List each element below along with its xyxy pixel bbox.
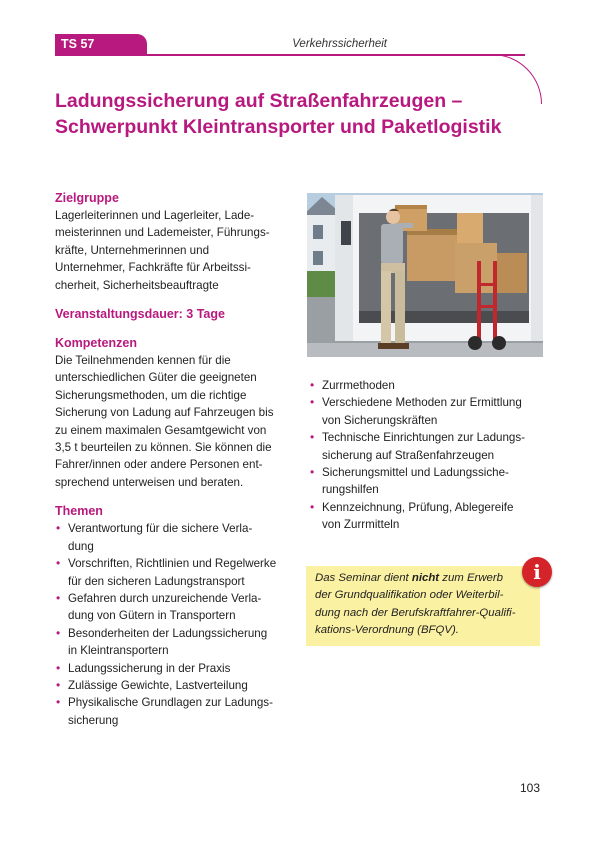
list-item-line: Zurrmethoden xyxy=(322,379,395,392)
page-number: 103 xyxy=(519,781,540,795)
list-item-line: dung von Gütern in Transportern xyxy=(68,609,236,623)
list-item-line: Zulässige Gewichte, Lastverteilung xyxy=(68,678,248,692)
info-emphasis: nicht xyxy=(411,572,440,584)
list-item-line: von Zurrmitteln xyxy=(322,518,400,532)
list-item-line: in Kleintransportern xyxy=(68,644,169,658)
info-line-1 xyxy=(315,572,503,584)
kompetenzen-line: Fahrer/innen oder andere Personen ent- xyxy=(55,458,263,472)
title-line-1: Ladungssicherung auf Straßenfahrzeugen – xyxy=(55,90,463,112)
zielgruppe-heading: Zielgruppe xyxy=(55,191,119,205)
list-item-line: Kennzeichnung, Prüfung, Ablegereife xyxy=(322,500,514,514)
list-item-line: dung xyxy=(68,539,94,553)
themen-list-continued xyxy=(309,377,545,534)
course-code: TS 57 xyxy=(61,37,95,51)
list-item-line: Ladungssicherung in der Praxis xyxy=(68,661,231,675)
kompetenzen-heading: Kompetenzen xyxy=(55,336,137,351)
list-item xyxy=(55,694,290,729)
list-item xyxy=(55,520,290,555)
list-item-line: Vorschriften, Richtlinien und Regelwerke xyxy=(68,557,277,571)
list-item xyxy=(309,394,545,429)
right-column xyxy=(309,377,545,534)
kompetenzen-line: 3,5 t beurteilen zu können. Sie können die xyxy=(55,441,272,455)
kompetenzen-line: Die Teilnehmenden kennen für die xyxy=(55,354,231,368)
list-item xyxy=(309,377,545,394)
info-line: dung nach der Berufskraftfahrer-Qualifi- xyxy=(315,606,516,619)
list-item xyxy=(55,590,290,625)
list-item-line: sicherung xyxy=(68,713,119,727)
info-line: kations-Verordnung (BFQV). xyxy=(315,624,459,637)
list-item-line: Sicherungsmittel und Ladungssiche- xyxy=(322,466,509,480)
kompetenzen-text xyxy=(55,352,290,491)
list-item xyxy=(309,499,545,534)
title-line-2: Schwerpunkt Kleintransporter und Paketlogistik xyxy=(55,116,502,138)
list-item-line: von Sicherungskräften xyxy=(322,413,438,427)
list-item xyxy=(309,464,545,499)
list-item xyxy=(309,429,545,464)
themen-heading: Themen xyxy=(55,504,103,519)
info-icon: i xyxy=(522,557,552,587)
list-item-line: Besonderheiten der Ladungssicherung xyxy=(68,626,268,640)
list-item-line: Verschiedene Methoden zur Ermittlung xyxy=(322,396,522,410)
list-item-line: Verantwortung für die sichere Verla- xyxy=(68,522,253,536)
list-item-line: Physikalische Grundlagen zur Ladungs- xyxy=(68,696,273,710)
list-item xyxy=(55,677,290,694)
header-rule xyxy=(55,54,525,56)
themen-list xyxy=(55,520,290,729)
list-item xyxy=(55,625,290,660)
list-item-line: rungshilfen xyxy=(322,483,379,497)
kompetenzen-line: Sicherung von Ladung auf Fahrzeugen bis xyxy=(55,406,274,420)
section-category: Verkehrssicherheit xyxy=(292,38,387,50)
zielgruppe-line: meisterinnen und Lademeister, Führungs- xyxy=(55,226,270,240)
zielgruppe-line: cherheit, Sicherheitsbeauftragte xyxy=(55,278,219,292)
zielgruppe-line: kräfte, Unternehmerinnen und xyxy=(55,243,210,257)
list-item xyxy=(55,660,290,677)
list-item-line: Technische Einrichtungen zur Ladungs- xyxy=(322,431,526,445)
kompetenzen-line: unterschiedlichen Güter die geeigneten xyxy=(55,371,257,385)
kompetenzen-line: Sicherungsmethoden, um die richtige xyxy=(55,388,247,402)
list-item-line: Gefahren durch unzureichende Verla- xyxy=(68,591,262,605)
list-item-line: sicherung auf Straßenfahrzeugen xyxy=(322,448,495,462)
info-line: der Grundqualifikation oder Weiterbil- xyxy=(315,589,504,602)
list-item-line: für den sicheren Ladungstransport xyxy=(68,574,245,588)
zielgruppe-line: Lagerleiterinnen und Lagerleiter, Lade- xyxy=(55,209,255,222)
course-code-tag xyxy=(55,34,147,55)
zielgruppe-line: Unternehmer, Fachkräfte für Arbeitssi- xyxy=(55,261,251,275)
list-item xyxy=(55,555,290,590)
left-column xyxy=(55,190,290,729)
info-text-part: zum Erwerb xyxy=(439,572,504,584)
delivery-van-photo xyxy=(307,193,543,357)
kompetenzen-line: zu einem maximalen Gesamtgewicht von xyxy=(55,423,267,437)
zielgruppe-text xyxy=(55,207,290,294)
kompetenzen-line: sprechend unterweisen und beraten. xyxy=(55,475,244,489)
info-text-part: Das Seminar dient xyxy=(315,572,412,584)
page-title xyxy=(55,88,545,140)
info-text xyxy=(315,570,539,640)
dauer-heading: Veranstaltungsdauer: 3 Tage xyxy=(55,307,225,322)
